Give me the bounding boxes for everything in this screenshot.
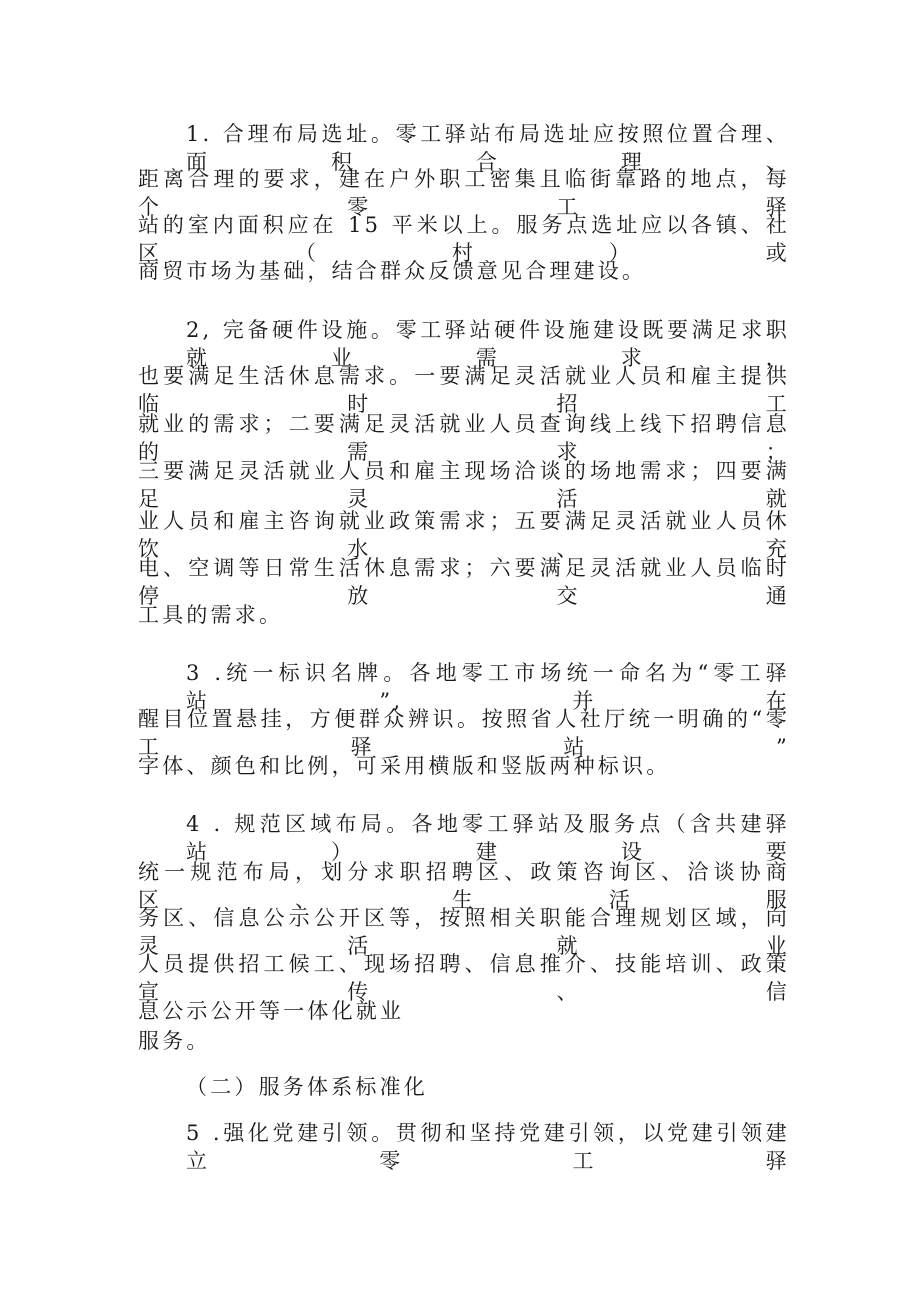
paragraph-4-line-6: 服务。	[138, 1029, 211, 1053]
paragraph-2-line-2: 也要满足生活休息需求。一要满足灵活就业人员和雇主提供临时招工	[138, 364, 790, 416]
paragraph-1-line-3: 站的室内面积应在 15 平米以上。服务点选址应以各镇、社区（村）或	[138, 213, 790, 265]
paragraph-2-line-1: 2, 完备硬件设施。零工驿站硬件设施建设既要满足求职就业需求，	[186, 318, 790, 370]
paragraph-4-line-4: 人员提供招工候工、现场招聘、信息推介、技能培训、政策宣传、信	[138, 952, 790, 1004]
paragraph-4-line-1: 4 . 规范区域布局。各地零工驿站及服务点（含共建驿站）建设要	[186, 812, 790, 864]
paragraph-2-line-5: 业人员和雇主咨询就业政策需求；五要满足灵活就业人员休饮水、充	[138, 509, 790, 561]
paragraph-4-line-2: 统一规范布局，划分求职招聘区、政策咨询区、洽谈协商区、生活服	[138, 860, 790, 912]
paragraph-2-line-6: 电、空调等日常生活休息需求；六要满足灵活就业人员临时停放交通	[138, 556, 790, 608]
section-heading: （二）服务体系标准化	[186, 1075, 428, 1099]
paragraph-4-line-5: 息公示公开等一体化就业	[138, 999, 405, 1023]
paragraph-4-line-3: 务区、信息公示公开区等，按照相关职能合理规划区域，向灵活就业	[138, 906, 790, 958]
paragraph-2-line-7: 工具的需求。	[138, 603, 284, 627]
paragraph-2-line-4: 三要满足灵活就业人员和雇主现场洽谈的场地需求；四要满足灵活就	[138, 459, 790, 511]
paragraph-1-line-2: 距离合理的要求，建在户外职工密集且临街靠路的地点，每个零工驿	[138, 167, 790, 219]
paragraph-2-line-3: 就业的需求；二要满足灵活就业人员查询线上线下招聘信息的需求；	[138, 412, 790, 464]
paragraph-3-line-2: 醒目位置悬挂，方便群众辨识。按照省人社厅统一明确的“零工驿站”	[138, 707, 790, 759]
paragraph-1-line-4: 商贸市场为基础，结合群众反馈意见合理建设。	[138, 259, 647, 283]
paragraph-3-line-1: 3 .统一标识名牌。各地零工市场统一命名为“零工驿站”,并在	[186, 661, 790, 713]
paragraph-5-line-1: 5 .强化党建引领。贯彻和坚持党建引领，以党建引领建立零工驿	[186, 1121, 790, 1173]
paragraph-3-line-3: 字体、颜色和比例，可采用横版和竖版两种标识。	[138, 754, 671, 778]
paragraph-1-line-1: 1. 合理布局选址。零工驿站布局选址应按照位置合理、面积合理、	[186, 122, 790, 174]
